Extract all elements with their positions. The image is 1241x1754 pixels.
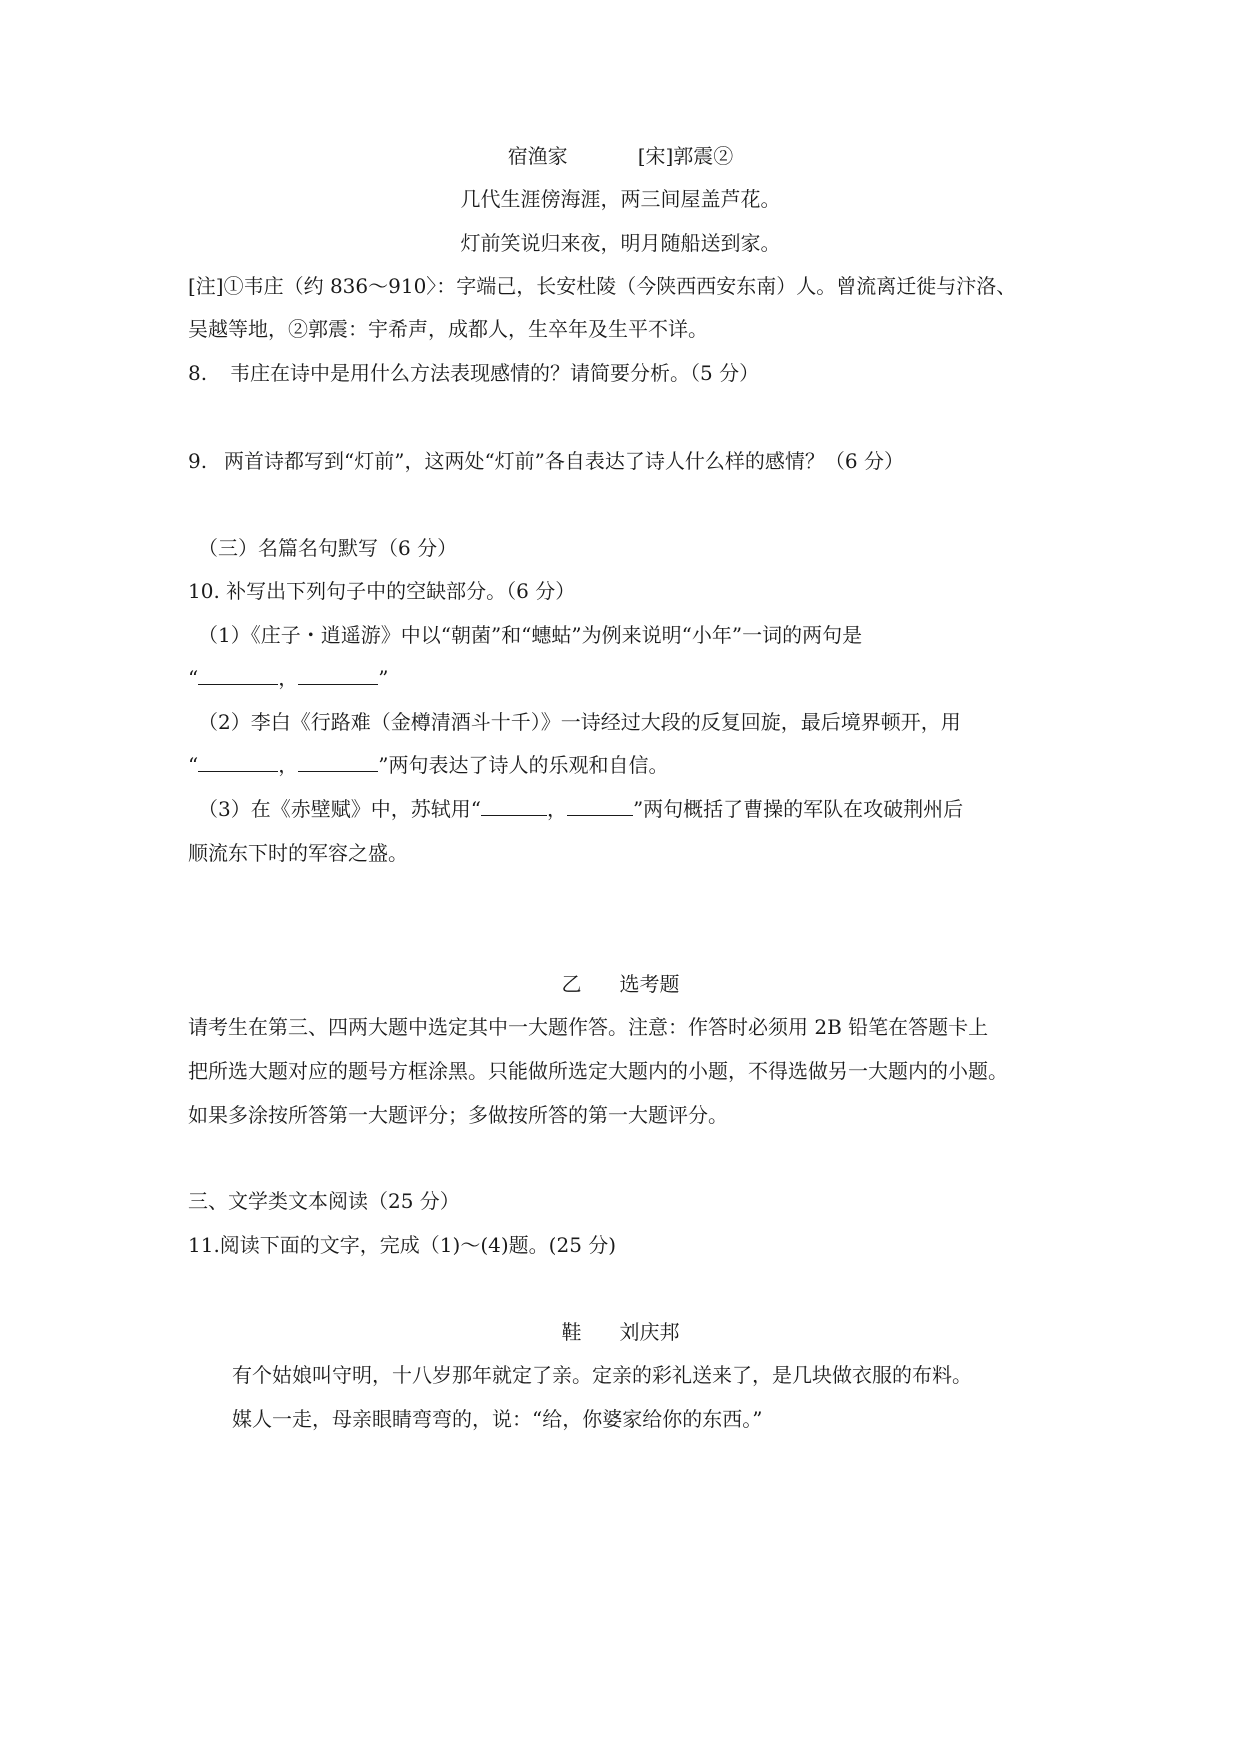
item-2-tail: ”两句表达了诗人的乐观和自信。	[378, 753, 669, 777]
comma: ，	[278, 666, 299, 690]
note-line-1: [注]①韦庄（约 836～910〉：字端己，长安杜陵（今陕西西安东南）人。曾流离迁徙与汴洛、	[188, 274, 1017, 298]
question-9-number: 9.	[188, 449, 208, 473]
comma: ，	[546, 797, 567, 821]
poem2-line-1: 几代生涯傍海涯，两三间屋盖芦花。	[460, 187, 781, 211]
story-title: 鞋	[561, 1320, 582, 1344]
close-quote: ”	[378, 666, 389, 690]
answer-blank-3b[interactable]	[567, 795, 633, 816]
question-9-text: 两首诗都写到“灯前”，这两处“灯前”各自表达了诗人什么样的感情？（6 分）	[224, 449, 904, 473]
part-yi-title-a: 乙	[561, 972, 582, 996]
question-8	[188, 358, 1058, 388]
story-author: 刘庆邦	[619, 1320, 680, 1344]
part-yi-instruction-2: 把所选大题对应的题号方框涂黑。只能做所选定大题内的小题，不得选做另一大题内的小题。	[188, 1059, 1008, 1083]
question-10-item-2-line-1: （2）李白《行路难（金樽清酒斗十千）》一诗经过大段的反复回旋，最后境界顿开，用	[198, 710, 961, 734]
open-quote: “	[188, 666, 199, 690]
answer-blank-3a[interactable]	[481, 795, 547, 816]
question-10-item-1-line-1: （1）《庄子・逍遥游》中以“朝菌”和“蟪蛄”为例来说明“小年”一词的两句是	[198, 623, 863, 647]
section-three-heading: 三、文学类文本阅读（25 分）	[188, 1189, 460, 1213]
poem2-heading	[0, 141, 1241, 171]
poem2-line-2: 灯前笑说归来夜，明月随船送到家。	[460, 231, 781, 255]
item-3-pre: （3）在《赤壁赋》中，苏轼用“	[198, 797, 481, 821]
question-8-number: 8.	[188, 361, 208, 385]
question-8-text: 韦庄在诗中是用什么方法表现感情的？请简要分析。（5 分）	[230, 361, 760, 385]
item-3-post: ”两句概括了曹操的军队在攻破荆州后	[632, 797, 964, 821]
answer-blank-1b[interactable]	[298, 664, 378, 685]
question-10-title: 10. 补写出下列句子中的空缺部分。（6 分）	[188, 579, 576, 603]
answer-blank-1a[interactable]	[198, 664, 278, 685]
answer-blank-2a[interactable]	[198, 751, 278, 772]
part-yi-instruction-1: 请考生在第三、四两大题中选定其中一大题作答。注意：作答时必须用 2B 铅笔在答题卡上	[188, 1015, 989, 1039]
story-paragraph-2: 媒人一走，母亲眼睛弯弯的，说：“给，你婆家给你的东西。”	[232, 1407, 763, 1431]
comma: ，	[278, 753, 299, 777]
question-9	[188, 446, 1058, 476]
question-10-item-3-line-2: 顺流东下时的军容之盛。	[188, 841, 408, 865]
story-heading	[0, 1317, 1241, 1347]
part-yi-instruction-3: 如果多涂按所答第一大题评分；多做按所答的第一大题评分。	[188, 1103, 728, 1127]
open-quote: “	[188, 753, 199, 777]
part-yi-title	[0, 969, 1241, 999]
story-paragraph-1: 有个姑娘叫守明，十八岁那年就定了亲。定亲的彩礼送来了，是几块做衣服的布料。	[232, 1363, 972, 1387]
question-10-item-2-blanks	[188, 750, 1058, 780]
answer-blank-2b[interactable]	[298, 751, 378, 772]
question-10-item-1-blanks	[188, 663, 1058, 693]
question-11: 11.阅读下面的文字，完成（1)～(4)题。(25 分)	[188, 1233, 617, 1257]
poem2-author: [宋]郭震②	[637, 144, 734, 168]
question-10-item-3-line-1	[198, 794, 1068, 824]
poem2-title: 宿渔家	[507, 144, 568, 168]
section-3-heading: （三）名篇名句默写（6 分）	[198, 536, 458, 560]
note-line-2: 吴越等地，②郭震：宇希声，成都人，生卒年及生平不详。	[188, 317, 708, 341]
part-yi-title-b: 选考题	[619, 972, 680, 996]
